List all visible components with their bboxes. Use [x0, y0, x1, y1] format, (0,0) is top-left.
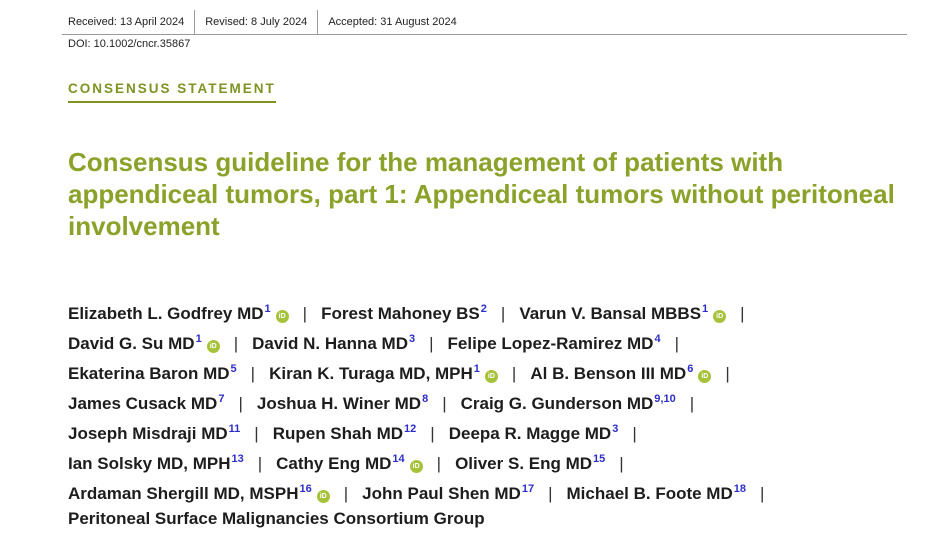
- author-line: [68, 414, 918, 444]
- author[interactable]: [321, 304, 487, 323]
- revised-date: Revised: 8 July 2024: [205, 16, 308, 28]
- author-separator: |: [238, 394, 243, 413]
- author[interactable]: [461, 394, 676, 413]
- author-line: [68, 354, 918, 384]
- author[interactable]: [449, 424, 619, 443]
- affiliation-superscript[interactable]: 1: [473, 363, 480, 375]
- author[interactable]: [68, 424, 240, 443]
- affiliation-superscript[interactable]: 8: [422, 393, 429, 405]
- author-separator: |: [760, 484, 765, 503]
- author-name[interactable]: Michael B. Foote MD: [566, 484, 733, 503]
- author-separator: |: [632, 424, 637, 443]
- author[interactable]: [362, 484, 534, 503]
- author-name[interactable]: Al B. Benson III MD: [530, 364, 687, 383]
- affiliation-superscript[interactable]: 1: [702, 303, 709, 315]
- author-separator: |: [429, 334, 434, 353]
- affiliation-superscript[interactable]: 6: [687, 363, 694, 375]
- author-name[interactable]: Ardaman Shergill MD, MSPH: [68, 484, 299, 503]
- author-name[interactable]: David G. Su MD: [68, 334, 195, 353]
- affiliation-superscript[interactable]: 7: [218, 393, 225, 405]
- author-name[interactable]: John Paul Shen MD: [362, 484, 521, 503]
- author-separator: |: [725, 364, 730, 383]
- author-name[interactable]: Rupen Shah MD: [272, 424, 404, 443]
- affiliation-superscript[interactable]: 12: [404, 423, 417, 435]
- affiliation-superscript[interactable]: 14: [392, 453, 405, 465]
- author-separator: |: [740, 304, 745, 323]
- author-separator: |: [619, 454, 624, 473]
- affiliation-superscript[interactable]: 1: [264, 303, 271, 315]
- author[interactable]: [273, 424, 417, 443]
- author-separator: |: [689, 394, 695, 413]
- author[interactable]: [68, 484, 330, 503]
- author-separator: |: [343, 484, 349, 503]
- author-name[interactable]: Ian Solsky MD, MPH: [68, 454, 231, 473]
- affiliation-superscript[interactable]: 11: [228, 423, 241, 435]
- affiliation-superscript[interactable]: 2: [480, 303, 487, 315]
- author-name[interactable]: David N. Hanna MD: [252, 334, 408, 353]
- author[interactable]: [269, 364, 498, 383]
- article-history: [62, 10, 907, 35]
- author-name[interactable]: James Cusack MD: [68, 394, 218, 413]
- orcid-icon[interactable]: iD: [485, 370, 498, 383]
- author[interactable]: [530, 364, 711, 383]
- author-separator: |: [674, 334, 679, 353]
- affiliation-superscript[interactable]: 16: [299, 483, 312, 495]
- section-label: CONSENSUS STATEMENT: [68, 81, 276, 103]
- affiliation-superscript[interactable]: 15: [593, 453, 606, 465]
- author[interactable]: [519, 304, 726, 323]
- author-separator: |: [302, 304, 308, 323]
- article-title: Consensus guideline for the management of patients with appendiceal tumors, part 1: Appendiceal tumors without peritoneal involvement: [68, 147, 895, 241]
- author[interactable]: [68, 364, 237, 383]
- author-name[interactable]: Elizabeth L. Godfrey MD: [68, 304, 264, 323]
- author[interactable]: [68, 334, 220, 353]
- author-separator: |: [500, 304, 506, 323]
- affiliation-superscript[interactable]: 9,10: [654, 393, 676, 405]
- author-line: [68, 474, 918, 504]
- author-name[interactable]: Cathy Eng MD: [276, 454, 392, 473]
- author-separator: |: [430, 424, 435, 443]
- author-separator: |: [442, 394, 447, 413]
- affiliation-superscript[interactable]: 17: [521, 483, 535, 495]
- affiliation-superscript[interactable]: 3: [612, 423, 619, 435]
- author-name[interactable]: Felipe Lopez-Ramirez MD: [447, 334, 654, 353]
- author-name[interactable]: Kiran K. Turaga MD, MPH: [269, 364, 473, 383]
- author-line: [68, 324, 918, 354]
- author-name[interactable]: Oliver S. Eng MD: [455, 454, 593, 473]
- orcid-icon[interactable]: iD: [713, 310, 726, 323]
- author[interactable]: [455, 454, 605, 473]
- received-date: Received: 13 April 2024: [68, 16, 185, 28]
- author-separator: |: [257, 454, 263, 473]
- orcid-icon[interactable]: iD: [317, 490, 330, 503]
- author-line: [68, 444, 918, 474]
- orcid-icon[interactable]: iD: [207, 340, 220, 353]
- orcid-icon[interactable]: iD: [276, 310, 289, 323]
- affiliation-superscript[interactable]: 13: [231, 453, 244, 465]
- orcid-icon[interactable]: iD: [410, 460, 423, 473]
- author-name[interactable]: Ekaterina Baron MD: [68, 364, 230, 383]
- consortium-group: Peritoneal Surface Malignancies Consortium Group: [68, 509, 485, 528]
- author[interactable]: [276, 454, 422, 473]
- author[interactable]: [68, 304, 289, 323]
- author-separator: |: [250, 364, 256, 383]
- author[interactable]: [252, 334, 415, 353]
- author[interactable]: [68, 394, 224, 413]
- affiliation-superscript[interactable]: 4: [654, 333, 661, 345]
- author-separator: |: [233, 334, 239, 353]
- orcid-icon[interactable]: iD: [698, 370, 711, 383]
- author-name[interactable]: Deepa R. Magge MD: [448, 424, 612, 443]
- affiliation-superscript[interactable]: 18: [733, 483, 746, 495]
- accepted-date: Accepted: 31 August 2024: [328, 16, 457, 28]
- author[interactable]: [257, 394, 428, 413]
- author-separator: |: [548, 484, 553, 503]
- author[interactable]: [68, 454, 244, 473]
- author-line: [68, 384, 918, 414]
- author-separator: |: [254, 424, 259, 443]
- author-separator: |: [436, 454, 442, 473]
- author-name[interactable]: Forest Mahoney BS: [321, 304, 480, 323]
- author-name[interactable]: Varun V. Bansal MBBS: [519, 304, 702, 323]
- author-name[interactable]: Craig G. Gunderson MD: [460, 394, 654, 413]
- author[interactable]: [567, 484, 746, 503]
- author-name[interactable]: Joshua H. Winer MD: [256, 394, 422, 413]
- affiliation-superscript[interactable]: 3: [408, 333, 416, 345]
- author-list: [68, 294, 918, 534]
- affiliation-superscript[interactable]: 1: [195, 333, 202, 345]
- author-line: [68, 294, 918, 324]
- author-name[interactable]: Joseph Misdraji MD: [68, 424, 228, 443]
- doi[interactable]: DOI: 10.1002/cncr.35867: [68, 38, 191, 50]
- author-separator: |: [511, 364, 517, 383]
- author[interactable]: [448, 334, 661, 353]
- affiliation-superscript[interactable]: 5: [230, 363, 237, 375]
